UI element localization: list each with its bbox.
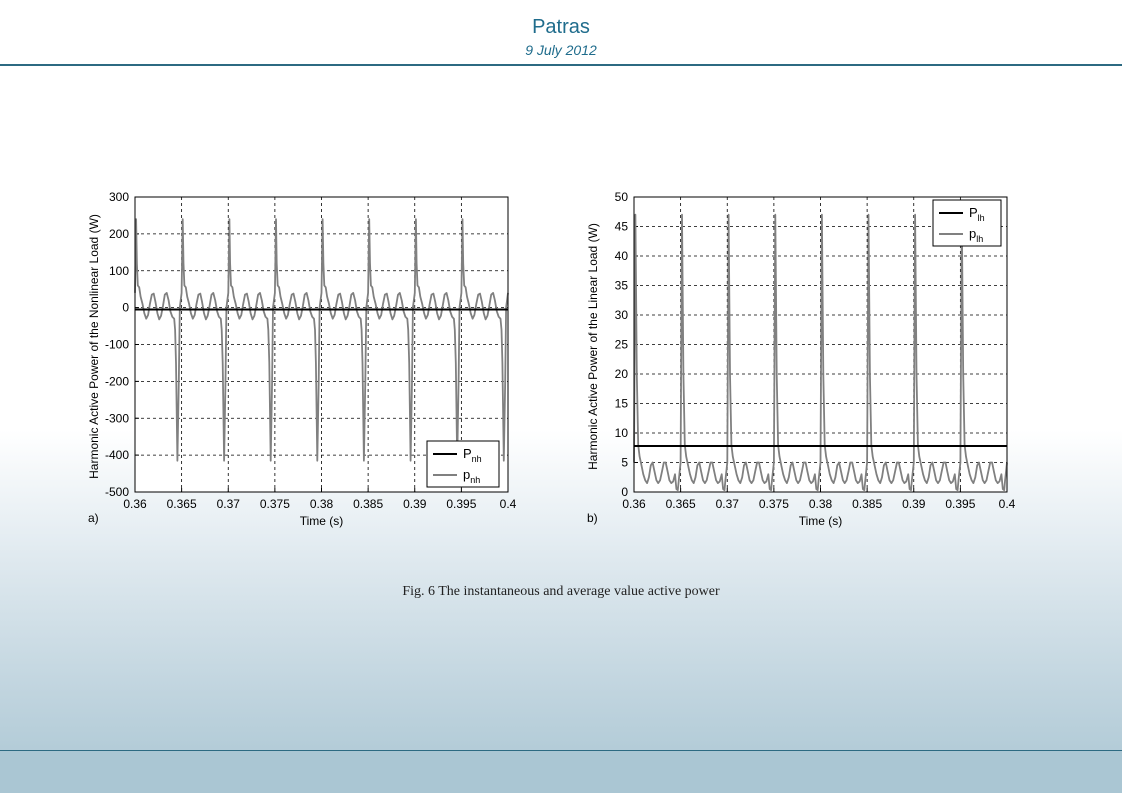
y-tick-label: 5 [621,455,628,470]
y-tick-label: -400 [104,448,129,463]
y-tick-label: 300 [108,190,129,204]
y-tick-label: 30 [614,308,628,322]
x-tick-label: 0.38 [309,497,334,511]
x-tick-label: 0.4 [998,497,1016,511]
x-tick-label: 0.375 [758,497,789,511]
legend-symbol: p [463,467,471,482]
legend [933,200,1001,246]
x-tick-label: 0.365 [166,497,197,511]
legend-symbol: P [463,446,472,461]
x-axis-label: Time (s) [798,514,843,528]
x-tick-label: 0.395 [945,497,976,511]
y-tick-label: -300 [104,411,129,426]
x-axis-label: Time (s) [299,514,344,528]
x-tick-label: 0.385 [353,497,384,511]
legend-subscript: nh [470,475,481,485]
x-tick-label: 0.385 [852,497,883,511]
y-tick-label: 0 [621,485,628,499]
x-tick-label: 0.38 [808,497,833,511]
legend-subscript: lh [976,234,984,244]
x-tick-label: 0.37 [715,497,739,511]
y-tick-label: 200 [108,226,129,241]
y-axis-label: Harmonic Active Power of the Linear Load (W) [586,223,600,470]
y-tick-label: 50 [614,190,628,204]
y-tick-label: 10 [614,426,628,440]
y-tick-label: 20 [614,367,628,381]
y-tick-label: 100 [108,263,129,278]
legend [427,441,499,487]
y-tick-label: 45 [614,219,628,234]
legend-symbol: P [969,205,978,220]
y-tick-label: 15 [614,396,628,411]
y-tick-label: 35 [614,278,628,293]
x-tick-label: 0.36 [622,497,646,511]
chart-panel-a [87,190,517,528]
y-tick-label: -200 [104,374,129,389]
header-title: Patras [532,16,590,38]
x-tick-label: 0.39 [403,497,427,511]
x-tick-label: 0.395 [446,497,477,511]
y-tick-label: -500 [104,485,129,499]
header-date: 9 July 2012 [525,42,597,58]
y-tick-label: -100 [104,337,129,352]
y-tick-label: 40 [614,249,628,263]
panel-label: b) [587,511,598,525]
footer-band [0,751,1122,793]
x-tick-label: 0.4 [499,497,517,511]
legend-subscript: lh [977,213,985,223]
y-tick-label: 25 [614,337,628,352]
x-tick-label: 0.365 [665,497,696,511]
x-tick-label: 0.37 [216,497,240,511]
x-tick-label: 0.39 [902,497,926,511]
x-tick-label: 0.36 [123,497,147,511]
legend-symbol: p [969,226,977,241]
y-axis-label: Harmonic Active Power of the Nonlinear Load (W) [87,214,101,479]
panel-label: a) [88,511,99,525]
y-tick-label: 0 [122,300,129,315]
legend-subscript: nh [471,454,482,464]
figure-caption: Fig. 6 The instantaneous and average value active power [402,584,720,599]
legend-box [933,200,1001,246]
x-tick-label: 0.375 [259,497,290,511]
chart-panel-b [586,190,1016,528]
